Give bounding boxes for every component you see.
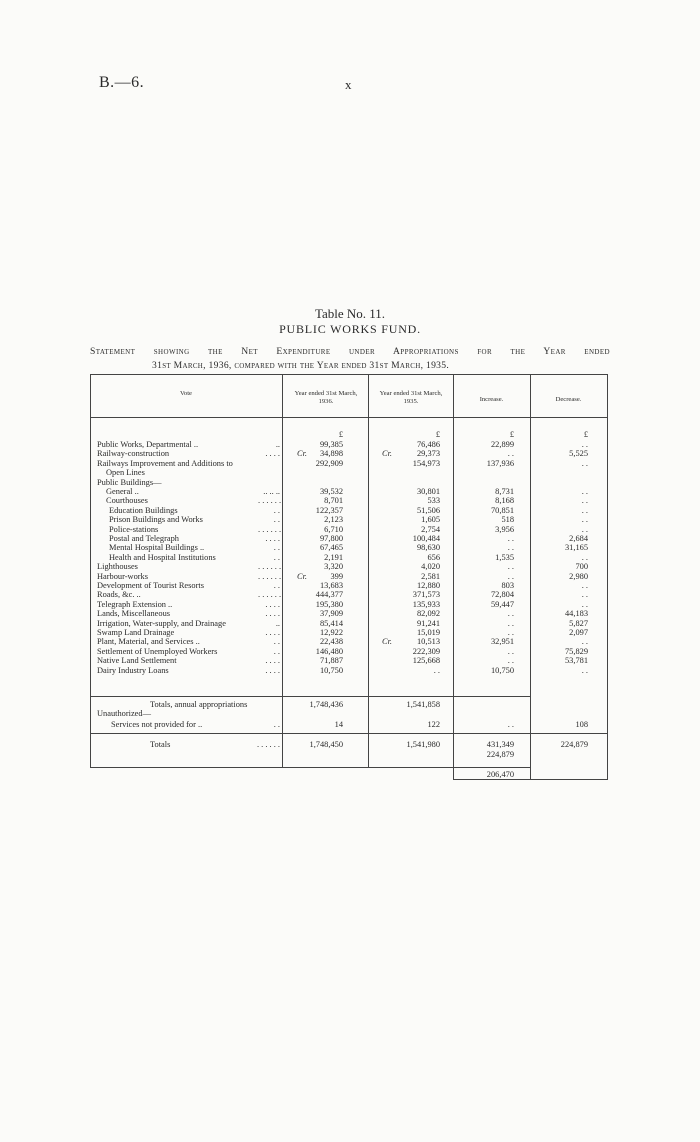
table-bottom-rule-left bbox=[90, 767, 453, 768]
leader-dots: .. bbox=[275, 440, 280, 449]
value-1935: 29,373 bbox=[416, 449, 440, 459]
value-1936: 99,385 bbox=[319, 440, 343, 449]
table-row bbox=[90, 543, 608, 552]
leader-dots: . . . . bbox=[265, 665, 280, 675]
value-1936: 122,357 bbox=[315, 505, 343, 515]
value-1935: 371,573 bbox=[412, 590, 440, 600]
table-row bbox=[90, 506, 608, 515]
leader-dots: . . bbox=[273, 543, 280, 553]
vote-label: Lands, Miscellaneous bbox=[97, 609, 171, 619]
value-1936: 2,123 bbox=[324, 515, 343, 525]
vote-label: Police-stations bbox=[109, 524, 159, 534]
value-1935: 125,668 bbox=[412, 656, 440, 666]
vote-label: Roads, &c. .. bbox=[97, 590, 141, 600]
value-1935: 135,933 bbox=[412, 599, 440, 609]
value-decrease: . . bbox=[581, 458, 588, 468]
leader-dots: . . . . . . bbox=[258, 496, 282, 506]
table-row bbox=[90, 449, 608, 458]
value-increase: . . bbox=[507, 609, 514, 619]
value-1936: 97,800 bbox=[319, 534, 343, 543]
net-rule bbox=[453, 767, 530, 768]
value-1935: 15,019 bbox=[416, 628, 440, 637]
vote-label: Mental Hospital Buildings .. bbox=[109, 543, 205, 553]
vote-label: Settlement of Unemployed Workers bbox=[97, 646, 218, 656]
value-increase: 22,899 bbox=[490, 440, 514, 449]
leader-dots: . . bbox=[273, 581, 280, 590]
vote-label: Education Buildings bbox=[109, 505, 178, 515]
value-increase: . . bbox=[507, 656, 514, 666]
value-increase: . . bbox=[507, 628, 514, 637]
value-1936: 85,414 bbox=[319, 618, 343, 628]
vote-label: Railways Improvement and Additions to bbox=[97, 458, 233, 468]
header-decrease: Decrease. bbox=[555, 396, 582, 403]
value-1936: 444,377 bbox=[315, 590, 343, 600]
vote-label: Lighthouses bbox=[97, 562, 138, 572]
table-row bbox=[90, 468, 608, 477]
value-1936: 22,438 bbox=[319, 637, 343, 647]
totals-annual-row bbox=[90, 700, 608, 709]
leader-dots: . . bbox=[273, 646, 280, 656]
vote-label: Open Lines bbox=[106, 468, 145, 478]
value-decrease: . . bbox=[581, 505, 588, 515]
value-increase: 70,851 bbox=[490, 505, 514, 515]
vote-label: Railway-construction bbox=[97, 449, 170, 459]
unauthorized-1936: 14 bbox=[334, 720, 343, 729]
table-row bbox=[90, 534, 608, 543]
value-1935: 51,506 bbox=[416, 505, 440, 515]
value-1935: 2,754 bbox=[421, 524, 440, 534]
net-increase: 206,470 bbox=[486, 770, 514, 779]
value-1936: 195,380 bbox=[315, 599, 343, 609]
value-1935: 533 bbox=[427, 496, 440, 506]
table-row bbox=[90, 487, 608, 496]
net-row bbox=[90, 770, 608, 779]
value-decrease: 2,980 bbox=[569, 571, 588, 581]
value-decrease: 44,183 bbox=[564, 609, 588, 619]
totals-label: Totals bbox=[150, 740, 171, 749]
table-row bbox=[90, 600, 608, 609]
totals-1935: 1,541,980 bbox=[406, 740, 440, 749]
table-row bbox=[90, 666, 608, 675]
totals-annual-label: Totals, annual appropriations bbox=[150, 700, 248, 709]
vote-label: Courthouses bbox=[106, 496, 148, 506]
value-decrease: 2,684 bbox=[569, 534, 588, 543]
leader-dots: . . . . bbox=[265, 449, 280, 459]
table-row bbox=[90, 581, 608, 590]
value-decrease: 700 bbox=[575, 562, 588, 572]
totals-annual-1936: 1,748,436 bbox=[309, 700, 343, 709]
value-increase: 3,956 bbox=[495, 524, 514, 534]
table-row bbox=[90, 496, 608, 505]
value-decrease: . . bbox=[581, 487, 588, 496]
vote-label: Prison Buildings and Works bbox=[109, 515, 203, 525]
value-increase: 1,535 bbox=[495, 552, 514, 562]
vote-label: Dairy Industry Loans bbox=[97, 665, 169, 675]
value-increase: 72,804 bbox=[490, 590, 514, 600]
value-1936: 3,320 bbox=[324, 562, 343, 572]
pound-sign: £ bbox=[338, 430, 343, 439]
value-increase: . . bbox=[507, 618, 514, 628]
value-increase: . . bbox=[507, 543, 514, 553]
value-increase: 518 bbox=[501, 515, 514, 525]
pound-sign: £ bbox=[509, 430, 514, 439]
table-row bbox=[90, 647, 608, 656]
header-1935: Year ended 31st March, 1935. bbox=[379, 390, 443, 405]
value-1935: 1,605 bbox=[421, 515, 440, 525]
table-number: Table No. 11. bbox=[314, 306, 386, 321]
value-increase: . . bbox=[507, 571, 514, 581]
table-row bbox=[90, 628, 608, 637]
value-decrease: 75,829 bbox=[564, 646, 588, 656]
value-1936: 12,922 bbox=[319, 628, 343, 637]
fund-title: PUBLIC WORKS FUND. bbox=[279, 322, 421, 336]
value-1936: 146,480 bbox=[315, 646, 343, 656]
credit-marker-1936: Cr. bbox=[297, 571, 308, 581]
totals-1936: 1,748,450 bbox=[309, 740, 343, 749]
value-increase: 8,731 bbox=[495, 487, 514, 496]
table-row bbox=[90, 637, 608, 646]
vote-label: Swamp Land Drainage bbox=[97, 628, 175, 637]
value-1935: 656 bbox=[427, 552, 440, 562]
leader-dots: . . bbox=[273, 720, 280, 729]
credit-marker-1935: Cr. bbox=[382, 637, 393, 647]
vote-label: Plant, Material, and Services .. bbox=[97, 637, 200, 647]
value-1936: 67,465 bbox=[319, 543, 343, 553]
unauthorized-sub-label: Services not provided for .. bbox=[111, 720, 203, 729]
totals-less-row bbox=[90, 750, 608, 759]
vote-label: Postal and Telegraph bbox=[109, 534, 179, 543]
totals-increase: 431,349 bbox=[486, 740, 514, 749]
value-1936: 13,683 bbox=[319, 581, 343, 590]
value-decrease: . . bbox=[581, 581, 588, 590]
value-1936: 39,532 bbox=[319, 487, 343, 496]
statement-line-2: 31st March, 1936, compared with the Year ended 31st March, 1935. bbox=[152, 360, 450, 371]
value-1935: 12,880 bbox=[416, 581, 440, 590]
vote-label: General .. bbox=[106, 487, 139, 496]
value-decrease: . . bbox=[581, 665, 588, 675]
value-increase: . . bbox=[507, 562, 514, 572]
value-increase: 803 bbox=[501, 581, 514, 590]
value-1936: 2,191 bbox=[324, 552, 343, 562]
value-1936: 10,750 bbox=[319, 665, 343, 675]
vote-label: Health and Hospital Institutions bbox=[109, 552, 216, 562]
value-increase: 59,447 bbox=[490, 599, 514, 609]
table-row bbox=[90, 619, 608, 628]
leader-dots: . . . . . . bbox=[258, 524, 282, 534]
leader-dots: . . bbox=[273, 505, 280, 515]
value-1935: 98,630 bbox=[416, 543, 440, 553]
statement-heading bbox=[90, 345, 610, 373]
value-1935: 82,092 bbox=[416, 609, 440, 619]
table-row bbox=[90, 515, 608, 524]
value-decrease: . . bbox=[581, 552, 588, 562]
value-1935: 76,486 bbox=[416, 440, 440, 449]
unauthorized-heading-row bbox=[90, 709, 608, 718]
unauthorized-1935: 122 bbox=[427, 720, 440, 729]
totals-increase-less: 224,879 bbox=[486, 750, 514, 759]
leader-dots: . . . . . . bbox=[256, 740, 280, 749]
value-increase: . . bbox=[507, 534, 514, 543]
totals-decrease: 224,879 bbox=[560, 740, 588, 749]
value-1936: 37,909 bbox=[319, 609, 343, 619]
value-decrease: . . bbox=[581, 590, 588, 600]
table-row bbox=[90, 553, 608, 562]
value-decrease: 5,827 bbox=[569, 618, 588, 628]
value-decrease: . . bbox=[581, 440, 588, 449]
table-row bbox=[90, 478, 608, 487]
value-1935: 222,309 bbox=[412, 646, 440, 656]
value-1936: 8,701 bbox=[324, 496, 343, 506]
value-decrease: . . bbox=[581, 515, 588, 525]
leader-dots: .. .. .. bbox=[263, 487, 280, 496]
leader-dots: . . . . bbox=[265, 609, 280, 619]
value-1936: 34,898 bbox=[319, 449, 343, 459]
credit-marker-1936: Cr. bbox=[297, 449, 308, 459]
unauthorized-label: Unauthorized— bbox=[97, 709, 151, 718]
vote-label: Harbour-works bbox=[97, 571, 148, 581]
leader-dots: . . . . bbox=[265, 534, 280, 543]
vote-label: Public Works, Departmental .. bbox=[97, 440, 199, 449]
table-row bbox=[90, 459, 608, 468]
value-1935: 91,241 bbox=[416, 618, 440, 628]
unauthorized-row bbox=[90, 720, 608, 729]
totals-annual-1935: 1,541,858 bbox=[406, 700, 440, 709]
vote-label: Irrigation, Water-supply, and Drainage bbox=[97, 618, 226, 628]
subtotal-rule bbox=[90, 696, 530, 697]
table-row bbox=[90, 572, 608, 581]
statement-line-1: Statement showing the Net Expenditure under Appropriations for the Year ended bbox=[90, 346, 610, 357]
page-number: x bbox=[345, 77, 352, 92]
value-1935: 4,020 bbox=[421, 562, 440, 572]
unauthorized-increase: . . bbox=[507, 720, 514, 729]
table-row bbox=[90, 525, 608, 534]
leader-dots: . . . . . . bbox=[258, 590, 282, 600]
value-decrease: 2,097 bbox=[569, 628, 588, 637]
leader-dots: . . . . . . bbox=[258, 571, 282, 581]
table-row bbox=[90, 562, 608, 571]
value-1936: 71,887 bbox=[319, 656, 343, 666]
credit-marker-1935: Cr. bbox=[382, 449, 393, 459]
unauthorized-decrease: 108 bbox=[575, 720, 588, 729]
value-1935: 30,801 bbox=[416, 487, 440, 496]
leader-dots: . . . . bbox=[265, 599, 280, 609]
value-increase: 8,168 bbox=[495, 496, 514, 506]
leader-dots: .. bbox=[275, 618, 280, 628]
value-decrease: . . bbox=[581, 599, 588, 609]
value-decrease: 53,781 bbox=[564, 656, 588, 666]
value-increase: . . bbox=[507, 449, 514, 459]
value-increase: 32,951 bbox=[490, 637, 514, 647]
vote-label: Public Buildings— bbox=[97, 477, 162, 487]
leader-dots: . . . . . . bbox=[258, 562, 282, 572]
value-decrease: . . bbox=[581, 637, 588, 647]
header-1936: Year ended 31st March, 1936. bbox=[294, 390, 358, 405]
leader-dots: . . . . bbox=[265, 628, 280, 637]
table-row bbox=[90, 609, 608, 618]
value-1936: 292,909 bbox=[315, 458, 343, 468]
header-increase: Increase. bbox=[479, 396, 504, 403]
pound-row bbox=[90, 430, 608, 439]
value-1935: 2,581 bbox=[421, 571, 440, 581]
totals-row bbox=[90, 740, 608, 749]
pound-sign: £ bbox=[435, 430, 440, 439]
value-decrease: 31,165 bbox=[564, 543, 588, 553]
leader-dots: . . bbox=[273, 515, 280, 525]
leader-dots: . . bbox=[273, 552, 280, 562]
value-1935: . . bbox=[433, 665, 440, 675]
value-decrease: 5,525 bbox=[569, 449, 588, 459]
table-row bbox=[90, 656, 608, 665]
value-1935: 100,484 bbox=[412, 534, 440, 543]
table-row bbox=[90, 440, 608, 449]
expenditure-table bbox=[90, 374, 608, 780]
value-increase: 137,936 bbox=[486, 458, 514, 468]
pound-sign: £ bbox=[583, 430, 588, 439]
leader-dots: . . . . bbox=[265, 656, 280, 666]
value-increase: 10,750 bbox=[490, 665, 514, 675]
page-reference: B.—6. bbox=[99, 74, 145, 91]
value-1935: 154,973 bbox=[412, 458, 440, 468]
vote-label: Native Land Settlement bbox=[97, 656, 177, 666]
vote-label: Development of Tourist Resorts bbox=[97, 581, 204, 590]
header-vote: Vote bbox=[180, 390, 192, 397]
value-1936: 399 bbox=[330, 571, 343, 581]
value-1935: 10,513 bbox=[416, 637, 440, 647]
value-decrease: . . bbox=[581, 524, 588, 534]
value-1936: 6,710 bbox=[324, 524, 343, 534]
vote-label: Telegraph Extension .. bbox=[97, 599, 173, 609]
leader-dots: . . bbox=[273, 637, 280, 647]
table-row bbox=[90, 590, 608, 599]
value-increase: . . bbox=[507, 646, 514, 656]
value-decrease: . . bbox=[581, 496, 588, 506]
